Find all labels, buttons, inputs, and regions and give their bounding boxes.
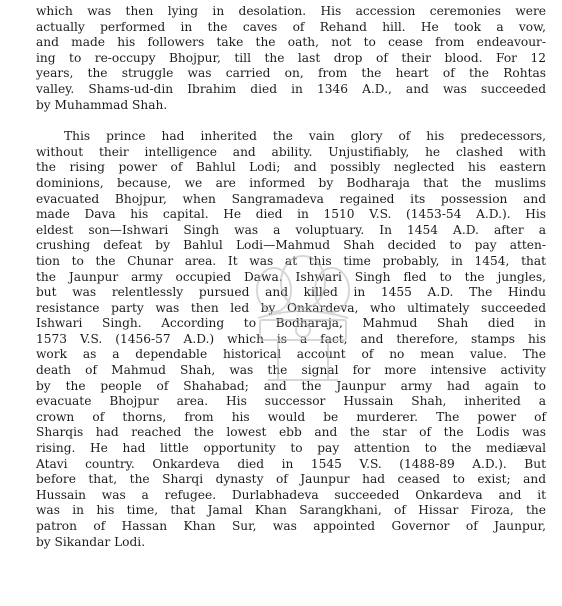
text-line: Atavi country. Onkardeva died in 1545 V.S. (1488-89 A.D.). But — [36, 456, 546, 471]
text-line: the rising power of Bahlul Lodi; and possibly neglected his eastern — [36, 160, 546, 175]
text-line: without their intelligence and ability. Unjustifiably, he clashed with — [36, 144, 546, 159]
text-line: dominions, because, we are informed by Bodharaja that the muslims — [36, 175, 546, 190]
text-line: years, the struggle was carried on, from the heart of the Rohtas — [36, 66, 546, 81]
text-line: Ishwari Singh. According to Bodharaja, Mahmud Shah died in — [36, 316, 546, 331]
text-line: 1573 V.S. (1456-57 A.D.) which is a fact, and therefore, stamps his — [36, 331, 546, 346]
text-line: evacuate Bhojpur area. His successor Hussain Shah, inherited a — [36, 394, 546, 409]
text-line: tion to the Chunar area. It was at this time probably, in 1454, that — [36, 253, 546, 268]
text-line: the Jaunpur army occupied Dawa. Ishwari Singh fled to the jungles, — [36, 269, 546, 284]
text-line: by Muhammad Shah. — [36, 97, 168, 112]
text-line: patron of Hassan Khan Sur, was appointed Governor of Jaunpur, — [36, 519, 546, 533]
text-line: which was then lying in desolation. His accession ceremonies were — [36, 4, 546, 18]
text-line: resistance party was then led by Onkardeva, who ultimately succeeded — [36, 300, 546, 315]
text-line: before that, the Sharqi dynasty of Jaunpur had ceased to exist; and — [36, 472, 546, 487]
text-line: ing to re-occupy Bhojpur, till the last drop of their blood. For 12 — [36, 50, 546, 65]
text-line: crown of thorns, from his would be murderer. The power of — [36, 409, 546, 424]
text-line: but was relentlessly pursued and killed in 1455 A.D. The Hindu — [36, 285, 546, 300]
text-line: work as a dependable historical account of no mean value. The — [36, 347, 546, 362]
paragraph-1 — [36, 4, 546, 113]
text-line: valley. Shams-ud-din Ibrahim died in 1346 A.D., and was succeeded — [36, 81, 546, 96]
text-line: Hussain was a refugee. Durlabhadeva succeeded Onkardeva and it — [36, 487, 546, 502]
text-line: death of Mahmud Shah, was the signal for more intensive activity — [36, 363, 546, 378]
text-line: by the people of Shahabad; and the Jaunpur army had again to — [36, 378, 546, 393]
text-line: was in his time, that Jamal Khan Sarangkhani, of Hissar Firoza, the — [36, 503, 546, 518]
text-line: This prince had inherited the vain glory of his predecessors, — [64, 129, 546, 144]
text-line: crushing defeat by Bahlul Lodi—Mahmud Shah decided to pay atten- — [36, 238, 546, 253]
text-line: made Dava his capital. He died in 1510 V.S. (1453-54 A.D.). His — [36, 207, 546, 222]
text-line: rising. He had little opportunity to pay attention to the mediæval — [36, 441, 546, 456]
text-line: evacuated Bhojpur, when Sangramadeva regained its possession and — [36, 191, 546, 206]
text-line: Sharqis had reached the lowest ebb and the star of the Lodis was — [36, 425, 546, 440]
text-line: eldest son—Ishwari Singh was a voluptuary. In 1454 A.D. after a — [36, 222, 546, 237]
document-page — [36, 4, 546, 550]
text-line: actually performed in the caves of Rehand hill. He took a vow, — [36, 19, 546, 34]
paragraph-2 — [36, 129, 546, 550]
text-line: and made his followers take the oath, not to cease from endeavour- — [36, 35, 546, 50]
text-line: by Sikandar Lodi. — [36, 534, 146, 549]
